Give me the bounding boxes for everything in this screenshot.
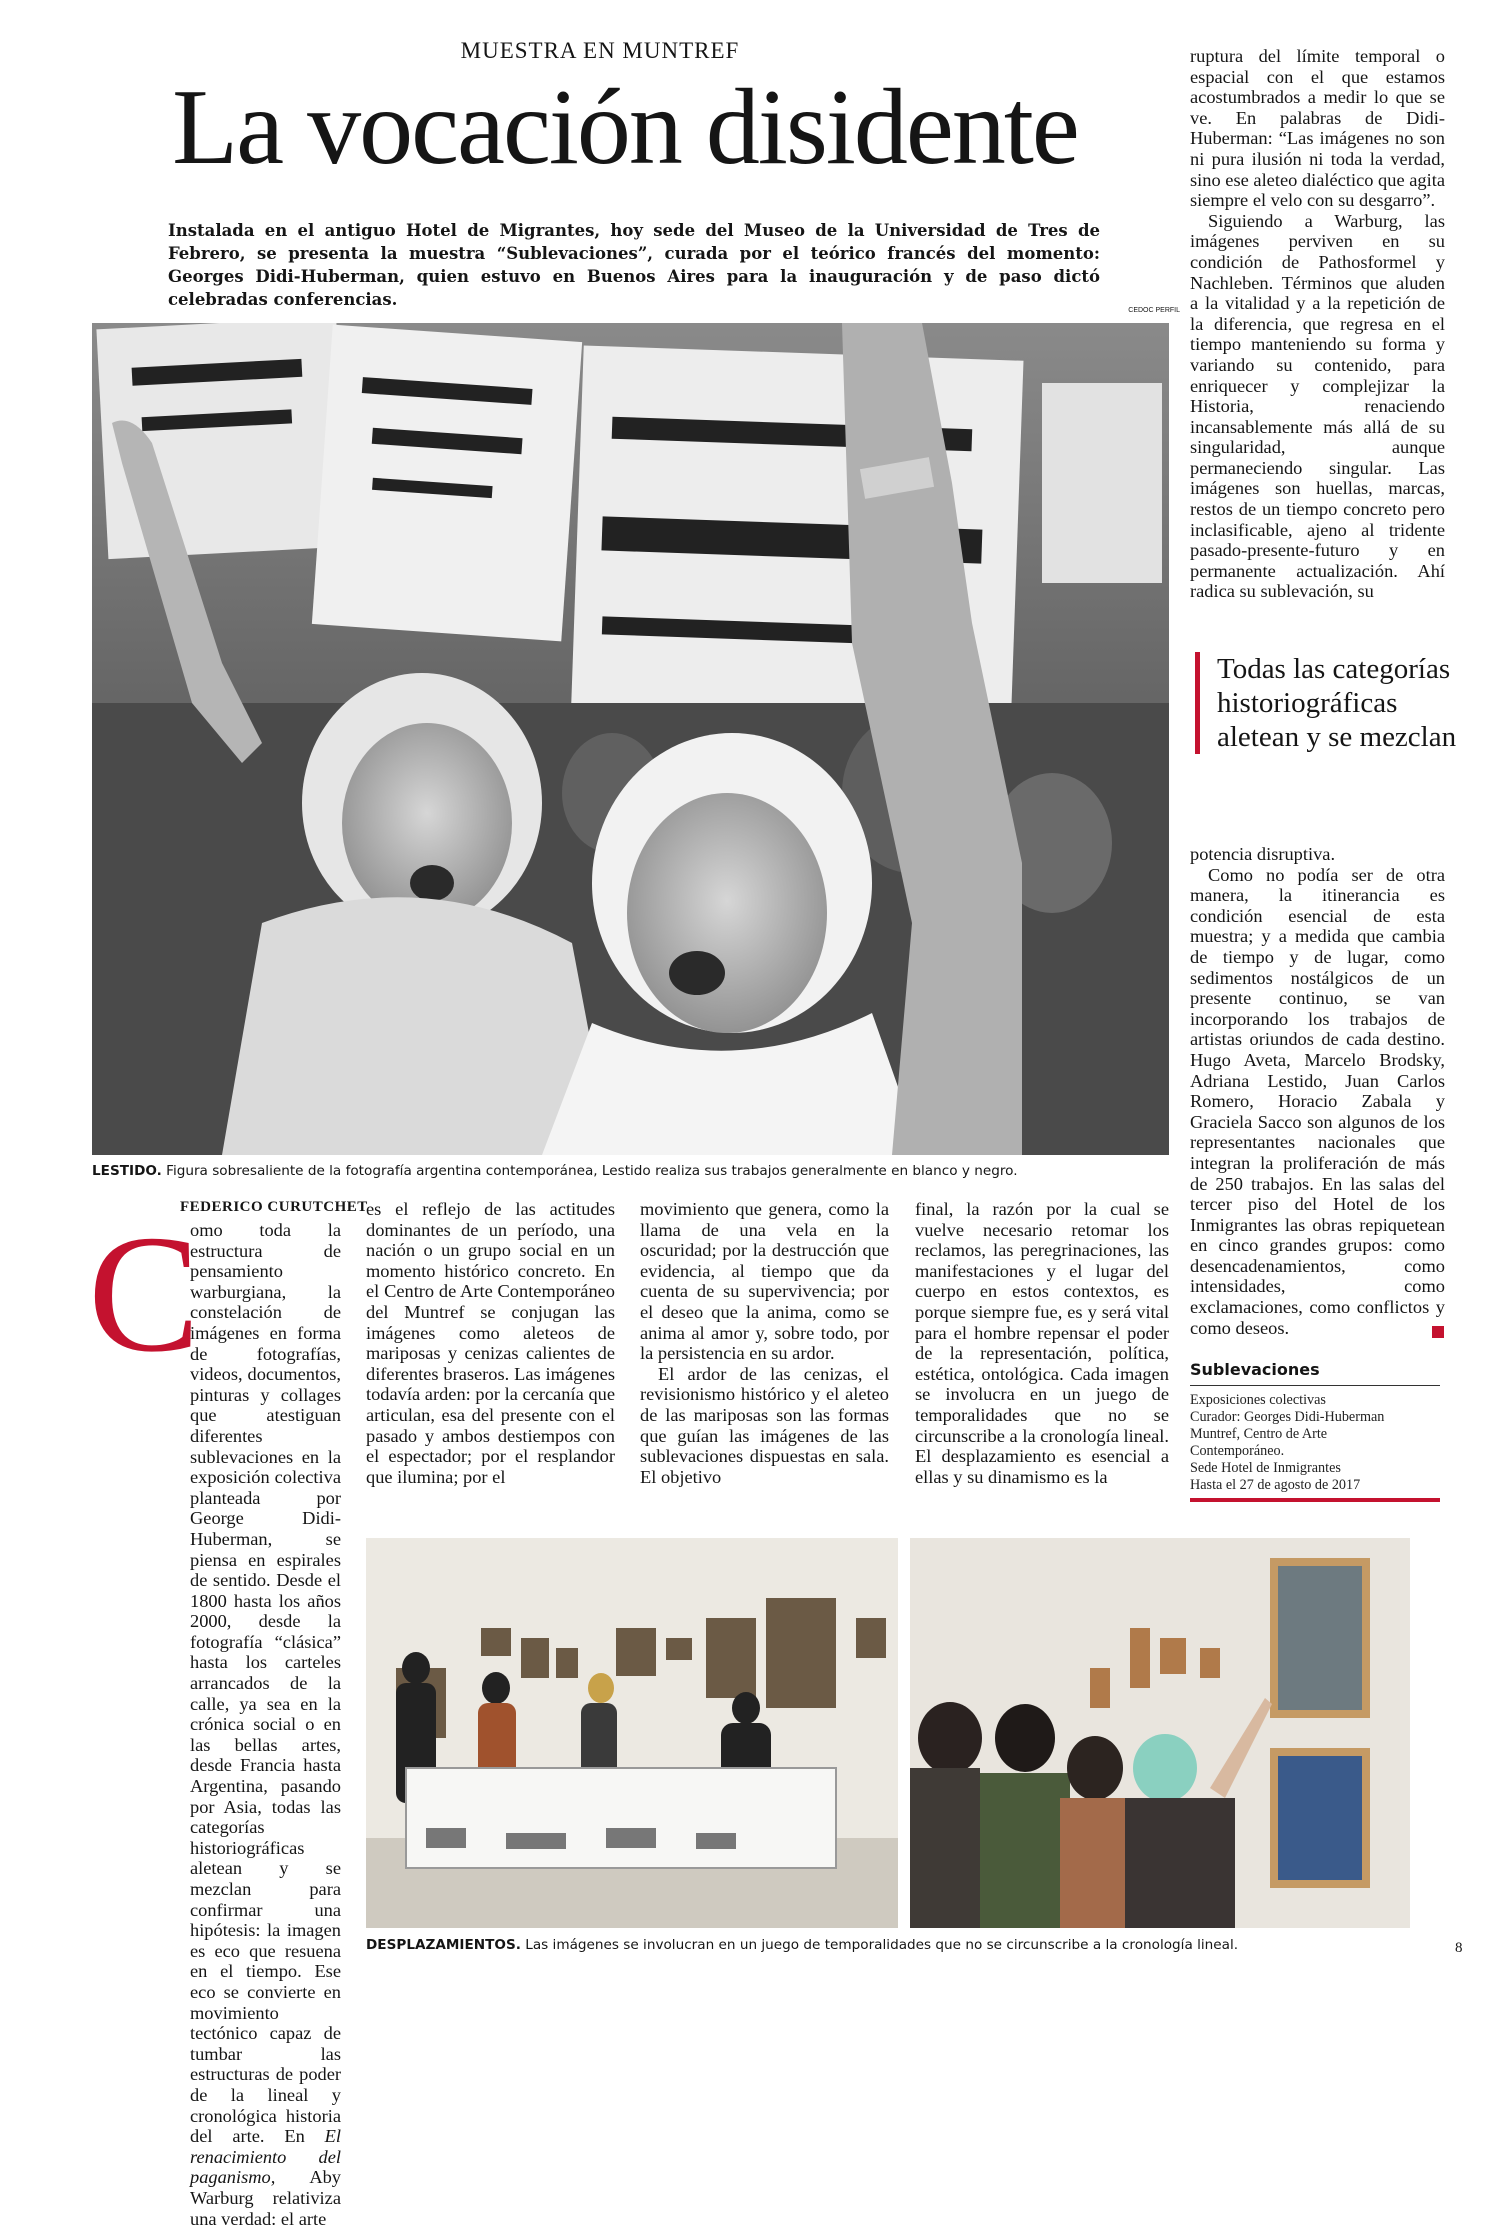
main-photo-caption [92, 1163, 1018, 1179]
article-paragraph [92, 1220, 341, 2229]
byline: FEDERICO CURUTCHET [180, 1199, 368, 1215]
infobox-line: Sede Hotel de Inmigrantes [1190, 1460, 1341, 1476]
end-mark [1432, 1326, 1444, 1338]
infobox-line: Exposiciones colectivas [1190, 1392, 1326, 1408]
infobox-rule [1190, 1498, 1440, 1502]
infobox-line: Hasta el 27 de agosto de 2017 [1190, 1477, 1361, 1493]
article-text: Aby Warburg relativiza una verdad: el arte [190, 2167, 341, 2229]
caption-text: Figura sobresaliente de la fotografía argentina contemporánea, Lestido realiza sus trabajos generalmente en blanco y negro. [166, 1163, 1018, 1179]
article-paragraph: Siguiendo a Warburg, las imágenes perviven en su condición de Pathosformel y Nachleben. Términos que aluden a la vitalidad y a la repetición de la diferencia, que regresa en el tiempo manteniendo su forma y variando su contenido, para enriquecer y complejizar la Historia, renaciendo incansablemente más allá de su singularidad, aunque permaneciendo singular. Las imágenes son huellas, marcas, restos de un tiempo concreto pero inclasificable, ajeno al tridente pasado-presente-futuro y en permanente actualización. Ahí radica su sublevación, su [1190, 210, 1445, 602]
drop-cap: C [88, 1201, 201, 1387]
article-column-right-top [1190, 46, 1445, 602]
article-paragraph: Como no podía ser de otra manera, la itinerancia es condición esencial de esta muestra; y a medida que cambia de tiempo y de lugar, como sedimentos nostálgicos de un presente continuo, se van incorporando los trabajos de artistas oriundos de cada destino. Hugo Aveta, Marcelo Brodsky, Adriana Lestido, Juan Carlos Romero, Horacio Zabala y Graciela Sacco son algunos de los representantes nacionales que integran la proliferación de más de 250 trabajos. En las salas del tercer piso del Hotel de los Inmigrantes las obras repiquetean en cinco grandes grupos: como desencadenamientos, como intensidades, como exclamaciones, como conflictos y como deseos. [1190, 864, 1445, 1338]
article-paragraph: El ardor de las cenizas, el revisionismo histórico y el aleteo de las mariposas son las formas que guían las imágenes de las sublevaciones dispuestas en sala. El objetivo [640, 1363, 889, 1487]
article-text: omo toda la estructura de pensamiento warburgiana, la constelación de imágenes en forma de fotografías, videos, documentos, pinturas y collages que atestiguan diferentes sublevaciones en la exposición colectiva planteada por George Didi-Huberman, se piensa en espirales de sentido. Desde el 1800 hasta los años 2000, desde la fotografía “clásica” hasta los carteles arrancados de la calle, ya sea en la crónica social o en las bellas artes, desde Francia hasta Argentina, pasando por Asia, todas las categorías historiográficas aletean y se mezclan para confirmar una hipótesis: la imagen es eco que resuena en el tiempo. Ese eco se convierte en movimiento tectónico capaz de tumbar las estructuras de poder de la lineal y cronológica historia del arte. En [190, 1220, 341, 2147]
pull-quote: Todas las categorías historiográficas aletean y se mezclan [1195, 652, 1472, 754]
gallery-visitors-illustration [910, 1538, 1410, 1928]
infobox-body [1190, 1392, 1440, 1494]
gallery-room-illustration [366, 1538, 898, 1928]
protest-photo-illustration [92, 323, 1169, 1155]
caption-lead: LESTIDO. [92, 1163, 162, 1179]
infobox-line: Contemporáneo. [1190, 1443, 1285, 1459]
article-column-1 [92, 1220, 341, 2229]
article-column-2 [366, 1199, 615, 1487]
page-title: La vocación disidente [172, 68, 1078, 187]
article-paragraph: potencia disruptiva. [1190, 844, 1336, 864]
infobox-line: Curador: Georges Didi-Huberman [1190, 1409, 1385, 1425]
article-column-3 [640, 1199, 889, 1487]
article-column-right-bottom [1190, 844, 1445, 1338]
infobox-line: Muntref, Centro de Arte [1190, 1426, 1328, 1442]
photo-credit: CEDOC PERFIL [1128, 307, 1180, 314]
bottom-photo-caption [366, 1937, 1238, 1953]
main-photo [92, 323, 1169, 1155]
deck: Instalada en el antiguo Hotel de Migrantes, hoy sede del Museo de la Universidad de Tres de Febrero, se presenta la muestra “Sublevaciones”, curada por el teórico francés del momento: Georges Didi-Huberman, quien estuvo en Buenos Aires para la inauguración y de paso dictó celebradas conferencias. [168, 221, 1100, 309]
article-paragraph: es el reflejo de las actitudes dominantes de un período, una nación o un grupo social en un momento histórico concreto. En el Centro de Arte Contemporáneo del Muntref se conjugan las imágenes como aleteos de mariposas y cenizas calientes de diferentes braseros. Las imágenes todavía arden: por la cercanía que articulan, esa del presente con el pasado y ambos destiempos con el espectador; por el resplandor que ilumina; por el [366, 1199, 615, 1487]
article-column-4 [915, 1199, 1169, 1487]
page-number: 8 [1455, 1940, 1463, 1956]
infobox-title: Sublevaciones [1190, 1360, 1440, 1386]
kicker: MUESTRA EN MUNTREF [460, 38, 740, 63]
caption-lead: DESPLAZAMIENTOS. [366, 1937, 521, 1953]
caption-text: Las imágenes se involucran en un juego de temporalidades que no se circunscribe a la cronología lineal. [525, 1937, 1239, 1953]
book-title: El renacimiento del paganismo, [190, 2126, 341, 2188]
gallery-photo-left [366, 1538, 898, 1928]
article-paragraph: final, la razón por la cual se vuelve necesario retomar los reclamos, las peregrinaciones, las manifestaciones y el lugar del cuerpo en estos contextos, es porque siempre fue, es y será vital para el hombre repensar el poder de la representación, política, estética, ontológica. Cada imagen se involucra en un juego de temporalidades que no se circunscribe a la cronología lineal. El desplazamiento es esencial a ellas y su dinamismo es la [915, 1199, 1169, 1487]
article-paragraph: movimiento que genera, como la llama de una vela en la oscuridad; por la destrucción que evidencia, al tiempo que da cuenta de su supervivencia; por el deseo que la anima, como se anima al amor y, sobre todo, por la persistencia en su ardor. [640, 1199, 889, 1364]
article-paragraph: ruptura del límite temporal o espacial con el que estamos acostumbrados a medir lo que se ve. En palabras de Didi-Huberman: “Las imágenes no son ni pura ilusión ni toda la verdad, sino ese aleteo dialéctico que agita siempre el velo con su desgarro”. [1190, 46, 1445, 211]
gallery-photo-right [910, 1538, 1410, 1928]
